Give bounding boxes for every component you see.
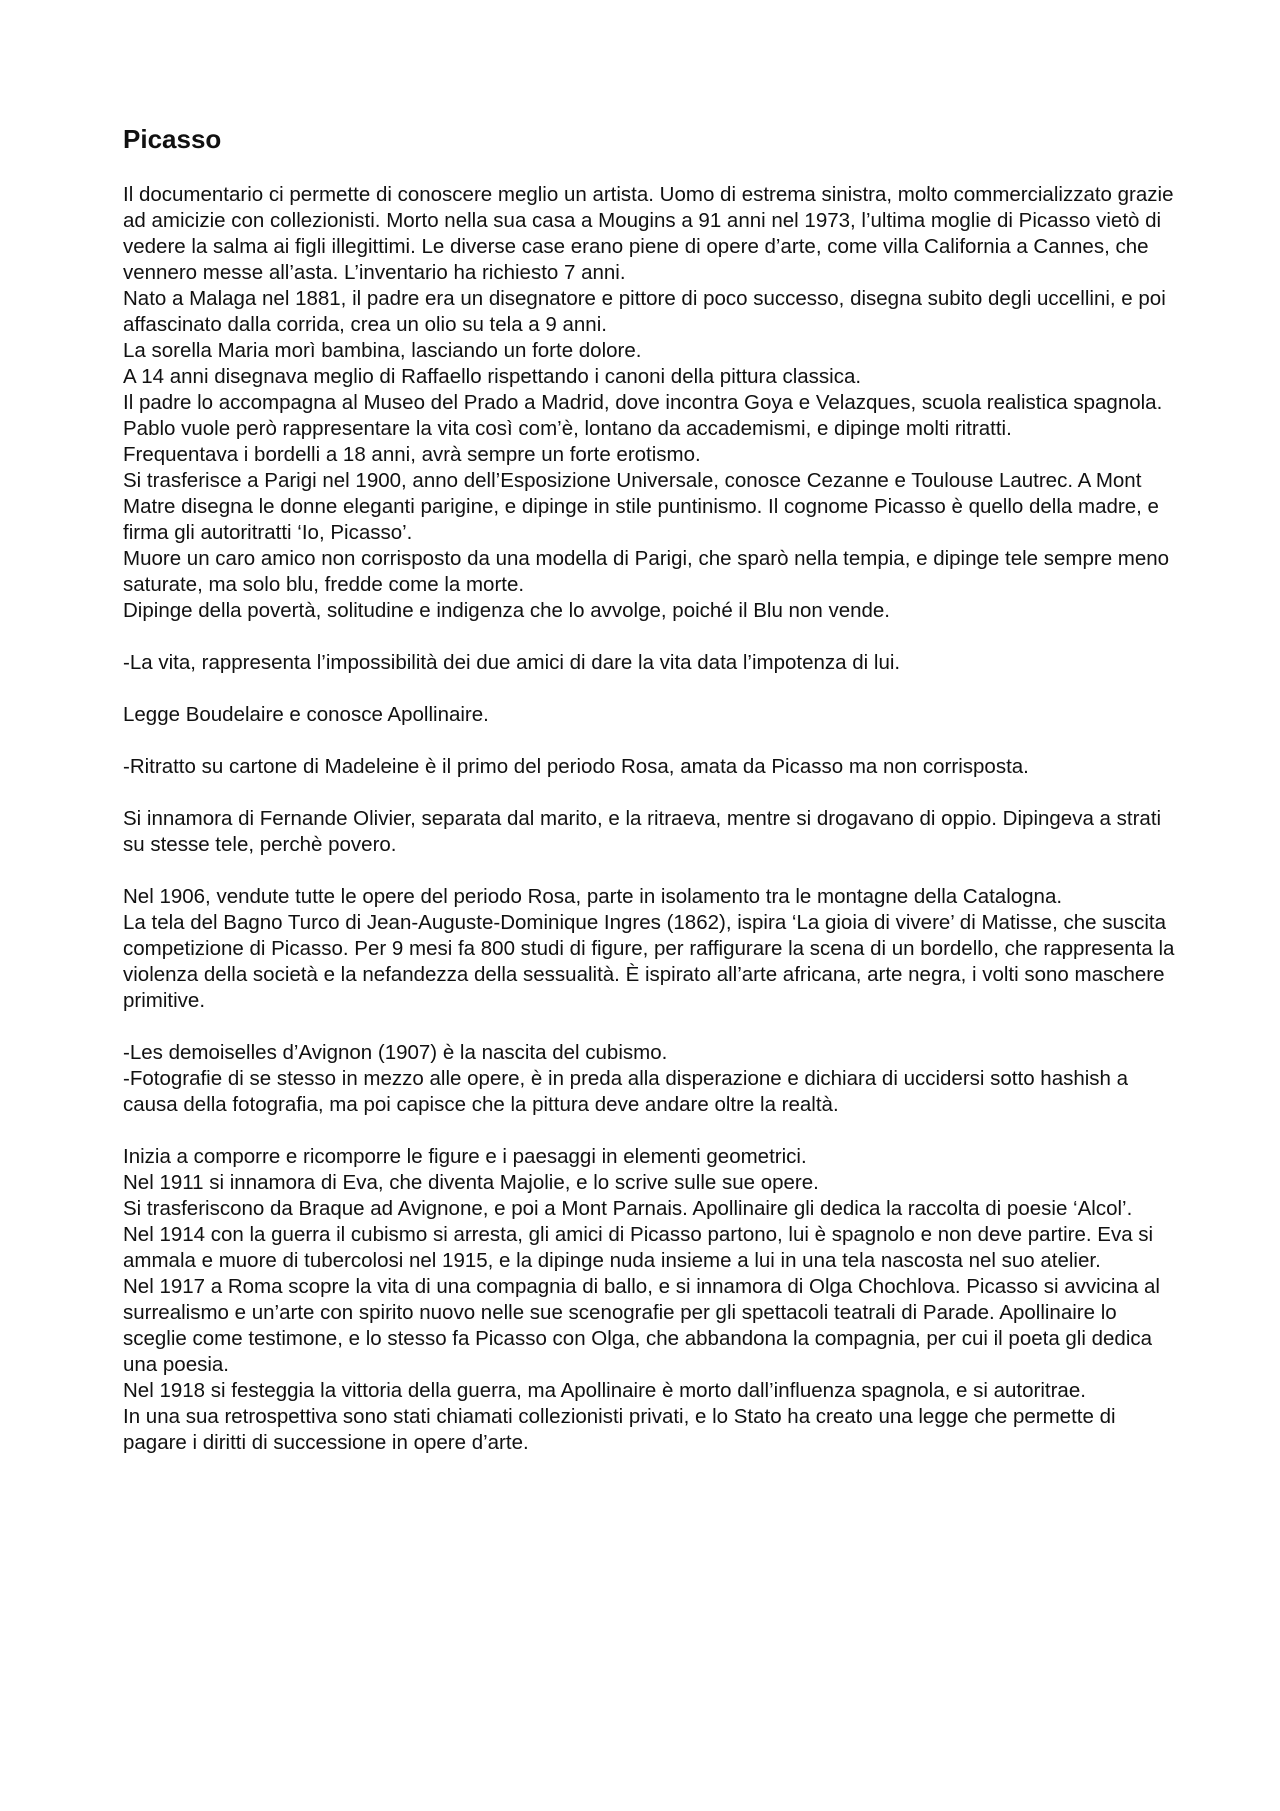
paragraph-block	[123, 182, 1183, 624]
paragraph: Si trasferisce a Parigi nel 1900, anno dell’Esposizione Universale, conosce Cezanne e Toulouse Lautrec. A Mont Matre disegna le donne eleganti parigine, e dipinge in stile puntinismo. Il cognome Picasso è quello della madre, e firma gli autoritratti ‘Io, Picasso’.	[123, 469, 1159, 544]
paragraph: La tela del Bagno Turco di Jean-Auguste-Dominique Ingres (1862), ispira ‘La gioia di vivere’ di Matisse, che suscita competizione di Picasso. Per 9 mesi fa 800 studi di figure, per raffigurare la scena di un bordello, che rappresenta la violenza della società e la nefandezza della sessualità. È ispirato all’arte africana, arte negra, i volti sono maschere primitive.	[123, 911, 1175, 1012]
paragraph: In una sua retrospettiva sono stati chiamati collezionisti privati, e lo Stato ha creato una legge che permette di pagare i diritti di successione in opere d’arte.	[123, 1405, 1116, 1454]
document-page	[123, 124, 1183, 1482]
paragraph: Il documentario ci permette di conoscere meglio un artista. Uomo di estrema sinistra, molto commercializzato grazie ad amicizie con collezionisti. Morto nella sua casa a Mougins a 91 anni nel 1973, l’ultima moglie di Picasso vietò di vedere la salma ai figli illegittimi. Le diverse case erano piene di opere d’arte, come villa California a Cannes, che vennero messe all’asta. L’inventario ha richiesto 7 anni.	[123, 183, 1174, 284]
paragraph: Frequentava i bordelli a 18 anni, avrà sempre un forte erotismo.	[123, 443, 701, 466]
paragraph: -Fotografie di se stesso in mezzo alle opere, è in preda alla disperazione e dichiara di uccidersi sotto hashish a causa della fotografia, ma poi capisce che la pittura deve andare oltre la realtà.	[123, 1067, 1129, 1116]
paragraph-block	[123, 1040, 1183, 1118]
paragraph: La sorella Maria morì bambina, lasciando un forte dolore.	[123, 339, 642, 362]
paragraph: Nel 1914 con la guerra il cubismo si arresta, gli amici di Picasso partono, lui è spagnolo e non deve partire. Eva si ammala e muore di tubercolosi nel 1915, e la dipinge nuda insieme a lui in una tela nascosta nel suo atelier.	[123, 1223, 1154, 1272]
paragraph: Nel 1917 a Roma scopre la vita di una compagnia di ballo, e si innamora di Olga Chochlova. Picasso si avvicina al surrealismo e un’arte con spirito nuovo nelle sue scenografie per gli spettacoli teatrali di Parade. Apollinaire lo sceglie come testimone, e lo stesso fa Picasso con Olga, che abbandona la compagnia, per cui il poeta gli dedica una poesia.	[123, 1275, 1160, 1376]
paragraph: A 14 anni disegnava meglio di Raffaello rispettando i canoni della pittura classica.	[123, 365, 862, 388]
paragraph-block	[123, 884, 1183, 1014]
paragraph: Nel 1906, vendute tutte le opere del periodo Rosa, parte in isolamento tra le montagne della Catalogna.	[123, 885, 1063, 908]
paragraph: Dipinge della povertà, solitudine e indigenza che lo avvolge, poiché il Blu non vende.	[123, 599, 890, 622]
paragraph: Il padre lo accompagna al Museo del Prado a Madrid, dove incontra Goya e Velazques, scuola realistica spagnola. Pablo vuole però rappresentare la vita così com’è, lontano da accademismi, e dipinge molti ritratti.	[123, 391, 1163, 440]
paragraph: Nato a Malaga nel 1881, il padre era un disegnatore e pittore di poco successo, disegna subito degli uccellini, e poi affascinato dalla corrida, crea un olio su tela a 9 anni.	[123, 287, 1166, 336]
paragraph: Si innamora di Fernande Olivier, separata dal marito, e la ritraeva, mentre si drogavano di oppio. Dipingeva a strati su stesse tele, perchè povero.	[123, 807, 1162, 856]
paragraph: Legge Boudelaire e conosce Apollinaire.	[123, 703, 489, 726]
paragraph-block	[123, 754, 1183, 780]
paragraph-block	[123, 806, 1183, 858]
paragraph: Nel 1911 si innamora di Eva, che diventa Majolie, e lo scrive sulle sue opere.	[123, 1171, 819, 1194]
paragraph: -Ritratto su cartone di Madeleine è il primo del periodo Rosa, amata da Picasso ma non corrisposta.	[123, 755, 1029, 778]
paragraph-block	[123, 650, 1183, 676]
paragraph: Si trasferiscono da Braque ad Avignone, e poi a Mont Parnais. Apollinaire gli dedica la raccolta di poesie ‘Alcol’.	[123, 1197, 1133, 1220]
paragraph: -Les demoiselles d’Avignon (1907) è la nascita del cubismo.	[123, 1041, 668, 1064]
document-title: Picasso	[123, 124, 222, 154]
paragraph: Nel 1918 si festeggia la vittoria della guerra, ma Apollinaire è morto dall’influenza spagnola, e si autoritrae.	[123, 1379, 1086, 1402]
paragraph-block	[123, 702, 1183, 728]
paragraph: -La vita, rappresenta l’impossibilità dei due amici di dare la vita data l’impotenza di lui.	[123, 651, 901, 674]
paragraph: Muore un caro amico non corrisposto da una modella di Parigi, che sparò nella tempia, e dipinge tele sempre meno saturate, ma solo blu, fredde come la morte.	[123, 547, 1170, 596]
paragraph: Inizia a comporre e ricomporre le figure e i paesaggi in elementi geometrici.	[123, 1145, 807, 1168]
document-body	[123, 182, 1183, 1456]
paragraph-block	[123, 1144, 1183, 1456]
